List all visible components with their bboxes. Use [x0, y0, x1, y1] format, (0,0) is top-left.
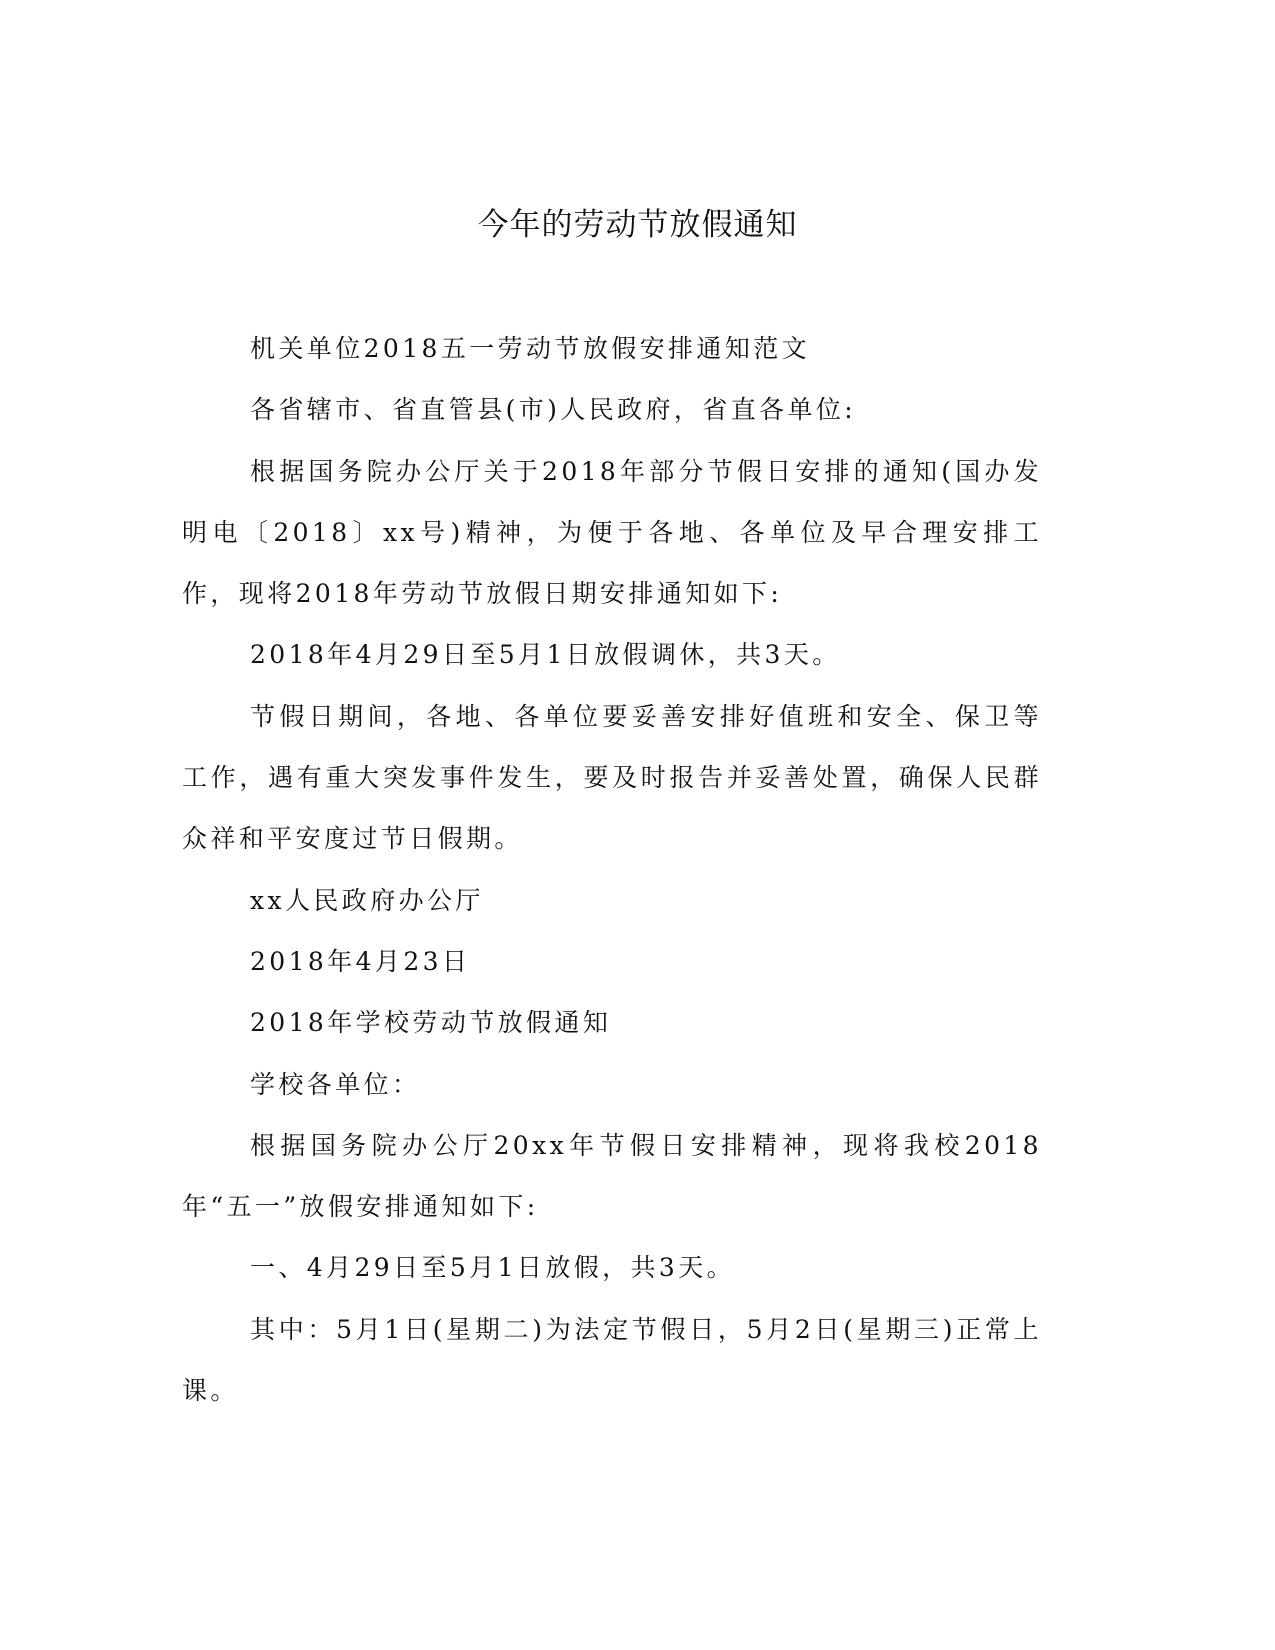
paragraph-signature-office: xx人民政府办公厅 — [250, 885, 484, 915]
paragraph-addressee-government: 各省辖市、省直管县(市)人民政府，省直各单位: — [250, 395, 857, 425]
paragraph-basis-government: 根据国务院办公厅关于2018年部分节假日安排的通知(国办发明电〔2018〕xx号)精神，为便于各地、各单位及早合理安排工作，现将2018年劳动节放假日期安排通知如下: — [182, 456, 1042, 609]
paragraph-signature-date: 2018年4月23日 — [250, 946, 471, 976]
paragraph-school-details: 其中：5月1日(星期二)为法定节假日，5月2日(星期三)正常上课。 — [182, 1314, 1042, 1406]
paragraph-addressee-school: 学校各单位： — [250, 1069, 421, 1099]
paragraph-duty-arrangement: 节假日期间，各地、各单位要妥善安排好值班和安全、保卫等工作，遇有重大突发事件发生，要及时报告并妥善处置，确保人民群众祥和平安度过节日假期。 — [182, 701, 1042, 854]
paragraph-subtitle-school: 2018年学校劳动节放假通知 — [250, 1008, 612, 1038]
paragraph-holiday-dates: 2018年4月29日至5月1日放假调休，共3天。 — [250, 640, 841, 670]
document-body — [182, 318, 1042, 1421]
paragraph-basis-school: 根据国务院办公厅20xx年节假日安排精神，现将我校2018年“五一”放假安排通知如下: — [182, 1130, 1042, 1222]
paragraph-school-holiday-dates: 一、4月29日至5月1日放假，共3天。 — [250, 1253, 736, 1283]
document-title: 今年的劳动节放假通知 — [477, 207, 798, 243]
paragraph-subtitle-government: 机关单位2018五一劳动节放假安排通知范文 — [250, 334, 811, 363]
